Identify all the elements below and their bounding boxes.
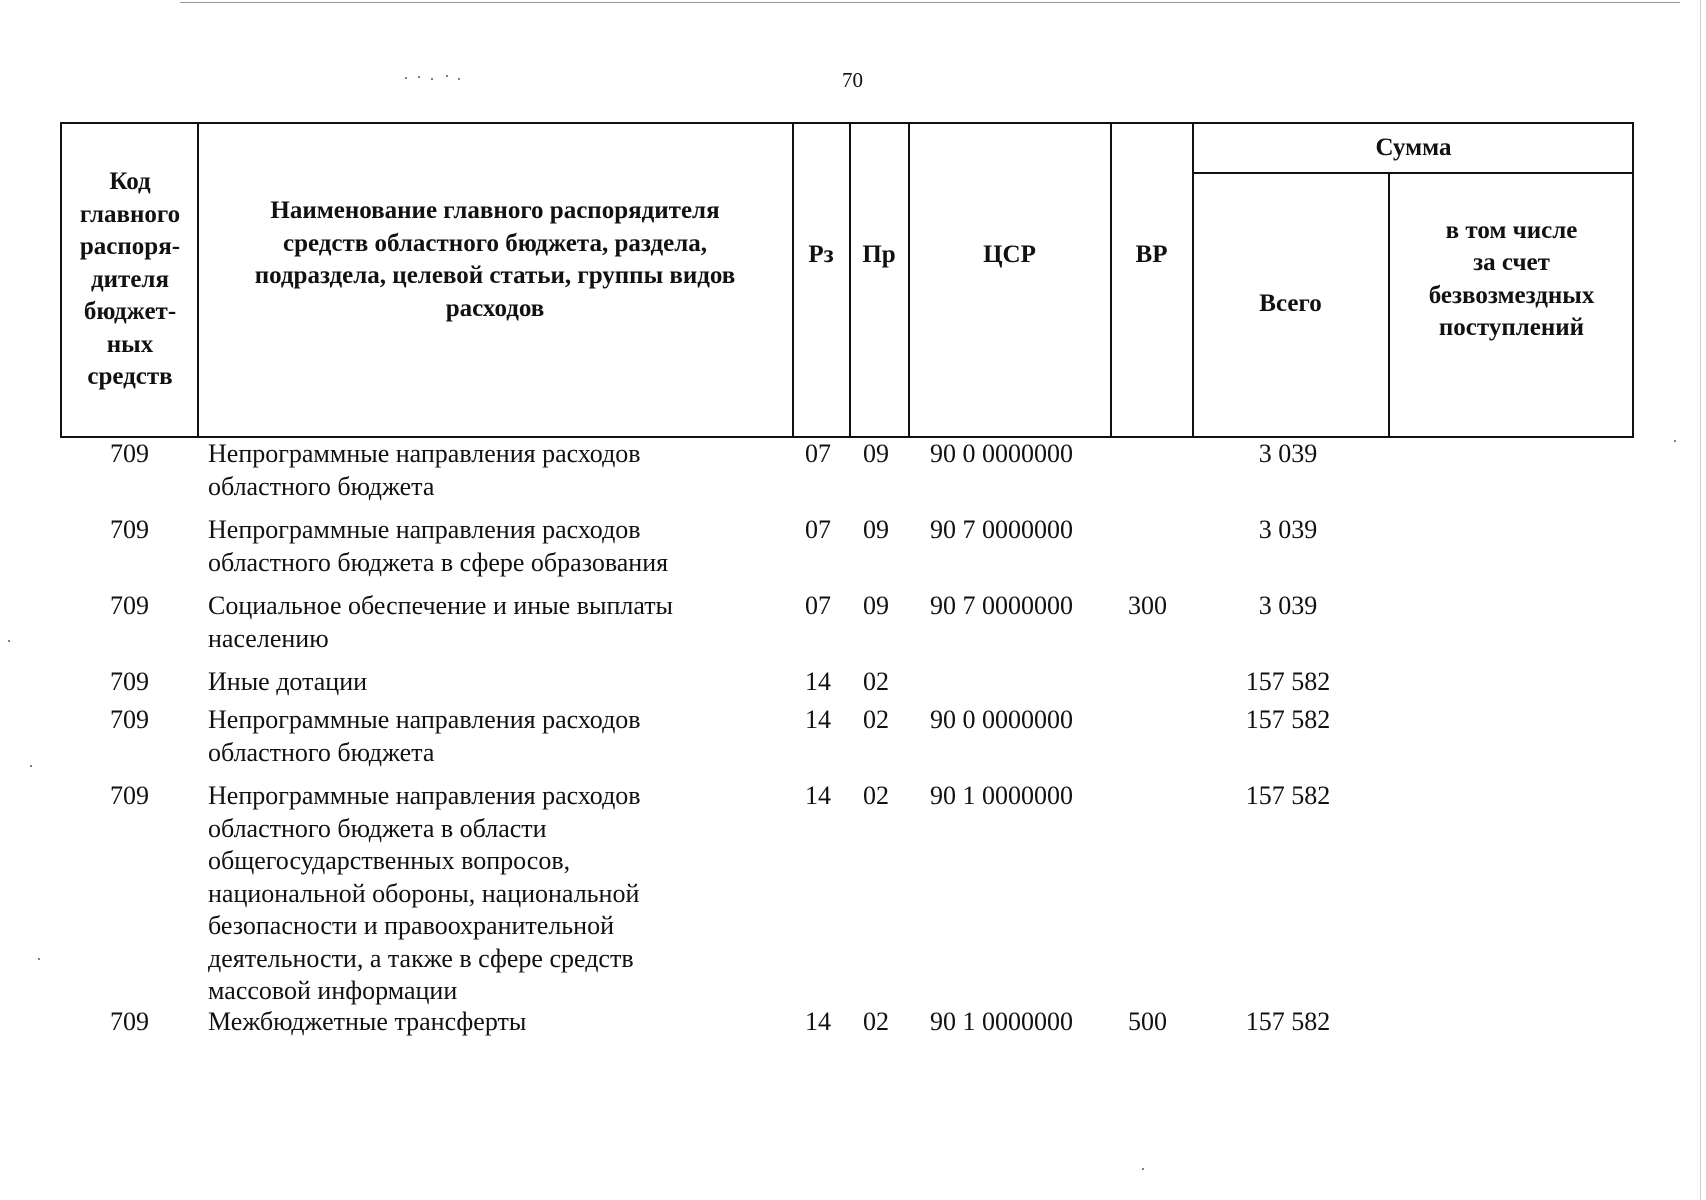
text-line: за счет [1473, 249, 1550, 276]
header-vr: ВР [1135, 240, 1168, 268]
row-name [208, 590, 728, 655]
scan-speck [446, 75, 448, 77]
row-code: 709 [110, 667, 149, 696]
row-name-line: Межбюджетные трансферты [208, 1007, 527, 1036]
text-line: бюджет- [83, 298, 177, 326]
row-name [208, 514, 728, 579]
header-incl [1389, 173, 1634, 436]
row-rz: 14 [805, 667, 831, 696]
row-name [208, 1006, 728, 1039]
row-name-line: Непрограммные направления расходов [208, 781, 641, 810]
row-vr: 500 [1128, 1007, 1167, 1036]
row-pr: 09 [863, 439, 889, 468]
text-line: Код [109, 168, 151, 196]
row-vr: 300 [1128, 591, 1167, 620]
header-sum: Сумма [1375, 133, 1452, 161]
row-name-line: областного бюджета в сфере образования [208, 547, 669, 577]
scan-edge-top [180, 2, 1680, 3]
row-name-line: областного бюджета [208, 737, 435, 767]
row-rz: 14 [805, 1007, 831, 1036]
row-name [208, 666, 728, 699]
row-name-line: Непрограммные направления расходов [208, 705, 641, 734]
scan-speck [38, 958, 40, 960]
scan-speck [1674, 440, 1676, 442]
row-name-line: Иные дотации [208, 667, 368, 696]
header-incl-text [1429, 215, 1595, 345]
row-pr: 02 [863, 667, 889, 696]
row-name [208, 438, 728, 503]
row-name-line: деятельности, а также в сфере средств [208, 943, 634, 973]
row-total: 3 039 [1258, 439, 1318, 468]
header-pr: Пр [862, 240, 896, 268]
row-csr: 90 7 0000000 [930, 515, 1073, 544]
header-name-text [255, 195, 736, 325]
text-line: в том числе [1445, 216, 1578, 244]
text-line: средств [87, 363, 173, 391]
row-pr: 09 [863, 591, 889, 620]
row-csr: 90 0 0000000 [930, 439, 1073, 468]
scan-speck [405, 77, 407, 79]
header-name [198, 124, 792, 436]
row-pr: 02 [863, 705, 889, 734]
row-code: 709 [110, 439, 149, 468]
row-total: 157 582 [1245, 705, 1331, 734]
row-code: 709 [110, 515, 149, 544]
row-name-line: областного бюджета [208, 471, 435, 501]
row-name-line: безопасности и правоохранительной [208, 911, 614, 940]
row-name-line: массовой информации [208, 976, 458, 1005]
scan-speck [418, 76, 420, 78]
row-pr: 09 [863, 515, 889, 544]
scan-edge-right [1700, 0, 1701, 1200]
row-pr: 02 [863, 781, 889, 810]
row-rz: 14 [805, 705, 831, 734]
row-csr: 90 1 0000000 [930, 781, 1073, 810]
row-code: 709 [110, 591, 149, 620]
row-name [208, 704, 728, 769]
row-name [208, 780, 728, 1008]
scan-speck [458, 78, 460, 80]
header-rz: Рз [808, 240, 834, 268]
row-code: 709 [110, 705, 149, 734]
text-line: Наименование главного распорядителя [270, 197, 720, 224]
header-code [62, 124, 198, 436]
row-rz: 07 [805, 515, 831, 544]
text-line: подраздела, целевой статьи, группы видов [254, 262, 736, 289]
text-line: главного [79, 200, 181, 228]
row-name-line: Непрограммные направления расходов [208, 439, 641, 468]
header-total: Всего [1259, 290, 1322, 318]
row-total: 3 039 [1258, 515, 1318, 544]
text-line: расходов [445, 294, 545, 322]
scan-speck [1142, 1168, 1144, 1170]
row-total: 157 582 [1245, 667, 1331, 696]
page-number: 70 [842, 68, 863, 92]
text-line: безвозмездных [1428, 281, 1595, 309]
row-name-line: общегосударственных вопросов, [208, 846, 571, 875]
row-total: 3 039 [1258, 591, 1318, 620]
row-name-line: Непрограммные направления расходов [208, 515, 641, 544]
header-code-text [80, 166, 180, 394]
text-line: поступлений [1438, 314, 1585, 341]
row-csr: 90 1 0000000 [930, 1007, 1073, 1036]
row-rz: 07 [805, 591, 831, 620]
row-pr: 02 [863, 1007, 889, 1036]
row-name-line: населению [208, 623, 329, 653]
row-total: 157 582 [1245, 1007, 1331, 1036]
row-name-line: Социальное обеспечение и иные выплаты [208, 591, 674, 620]
text-line: ных [106, 330, 154, 358]
table-header [60, 122, 1634, 438]
text-line: дителя [91, 265, 169, 293]
text-line: средств областного бюджета, раздела, [282, 229, 708, 257]
scan-speck [431, 78, 433, 80]
row-code: 709 [110, 1007, 149, 1036]
row-csr: 90 7 0000000 [930, 591, 1073, 620]
header-csr: ЦСР [983, 240, 1036, 268]
row-rz: 14 [805, 781, 831, 810]
row-name-line: национальной обороны, национальной [208, 878, 640, 908]
row-csr: 90 0 0000000 [930, 705, 1073, 734]
text-line: распоря- [79, 233, 181, 261]
row-rz: 07 [805, 439, 831, 468]
scan-speck [30, 765, 32, 767]
row-code: 709 [110, 781, 149, 810]
row-total: 157 582 [1245, 781, 1331, 810]
scan-speck [8, 640, 10, 642]
row-name-line: областного бюджета в области [208, 813, 547, 843]
